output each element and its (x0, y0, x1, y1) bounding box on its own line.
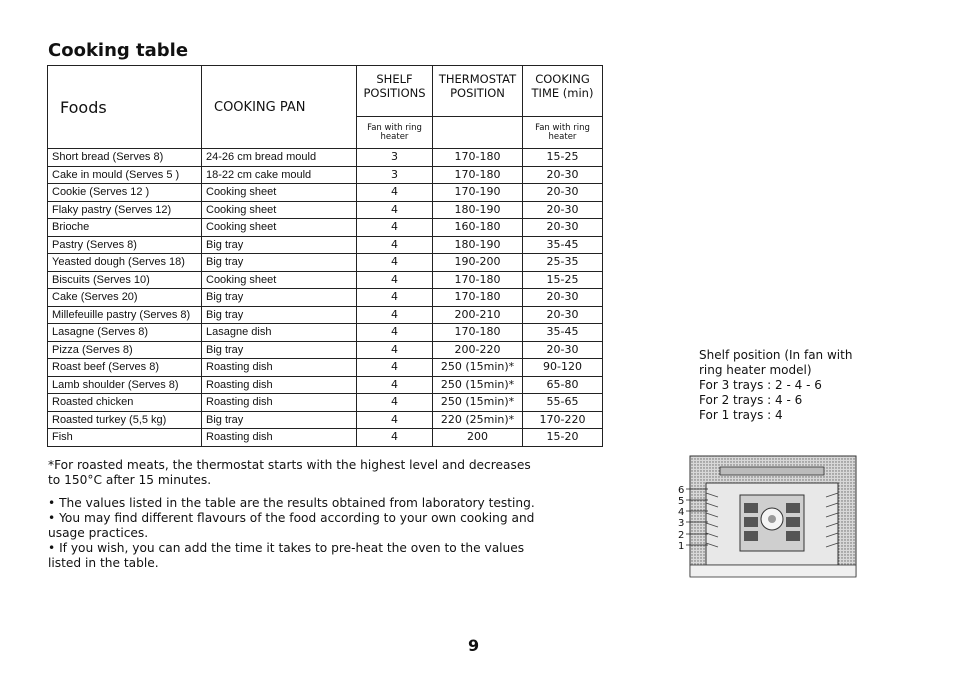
pan-cell: Big tray (202, 254, 357, 272)
table-row (48, 289, 603, 307)
shelf-cell: 4 (357, 236, 433, 254)
table-row (48, 411, 603, 429)
time-subheader: Fan with ring heater (523, 117, 603, 149)
shelf-cell: 4 (357, 394, 433, 412)
shelf-info-line: Shelf position (In fan with (699, 348, 853, 362)
thermostat-cell: 170-180 (433, 149, 523, 167)
pan-cell: Roasting dish (202, 376, 357, 394)
food-cell: Biscuits (Serves 10) (48, 271, 202, 289)
thermostat-subheader-empty (433, 117, 523, 149)
table-row (48, 359, 603, 377)
page-title: Cooking table (48, 40, 189, 61)
pan-cell: Big tray (202, 341, 357, 359)
table-row (48, 184, 603, 202)
shelf-cell: 4 (357, 306, 433, 324)
food-cell: Roasted chicken (48, 394, 202, 412)
shelf-label: 5 (678, 496, 685, 507)
thermostat-cell: 190-200 (433, 254, 523, 272)
heater-block (744, 503, 758, 513)
foods-header: Foods (48, 66, 202, 149)
thermostat-cell: 250 (15min)* (433, 394, 523, 412)
footnote: *For roasted meats, the thermostat starts with the highest level and decreases to 150°C after 15 minutes. (48, 458, 531, 487)
food-cell: Pizza (Serves 8) (48, 341, 202, 359)
cooking-time-header: COOKING TIME (min) (523, 66, 603, 117)
thermostat-cell: 170-180 (433, 324, 523, 342)
shelf-positions-header: SHELF POSITIONS (357, 66, 433, 117)
table-row (48, 236, 603, 254)
table-row (48, 271, 603, 289)
shelf-cell: 3 (357, 166, 433, 184)
table-row (48, 376, 603, 394)
thermostat-cell: 170-190 (433, 184, 523, 202)
shelf-cell: 4 (357, 201, 433, 219)
time-cell: 20-30 (523, 184, 603, 202)
shelf-label: 6 (678, 485, 685, 496)
food-cell: Cake in mould (Serves 5 ) (48, 166, 202, 184)
pan-cell: Big tray (202, 289, 357, 307)
note-bullet-3: • If you wish, you can add the time it takes to pre-heat the oven to the values listed in the table. (48, 541, 525, 570)
heater-block (744, 517, 758, 527)
pan-cell: Roasting dish (202, 394, 357, 412)
thermostat-cell: 170-180 (433, 166, 523, 184)
pan-cell: Big tray (202, 411, 357, 429)
header-row (48, 66, 603, 117)
food-cell: Lamb shoulder (Serves 8) (48, 376, 202, 394)
table-row (48, 166, 603, 184)
heater-block (786, 531, 800, 541)
food-cell: Short bread (Serves 8) (48, 149, 202, 167)
time-cell: 65-80 (523, 376, 603, 394)
thermostat-cell: 200 (433, 429, 523, 447)
thermostat-cell: 250 (15min)* (433, 359, 523, 377)
shelf-info-line: For 1 trays : 4 (699, 408, 783, 422)
shelf-label: 1 (678, 541, 685, 552)
note-bullet-1: • The values listed in the table are the results obtained from laboratory testing. (48, 496, 535, 510)
shelf-info-line: For 3 trays : 2 - 4 - 6 (699, 378, 822, 392)
pan-cell: Cooking sheet (202, 219, 357, 237)
shelf-info-line: ring heater model) (699, 363, 812, 377)
thermostat-cell: 180-190 (433, 236, 523, 254)
top-heater (720, 467, 824, 475)
time-cell: 20-30 (523, 219, 603, 237)
time-cell: 20-30 (523, 341, 603, 359)
time-cell: 15-25 (523, 149, 603, 167)
table-row (48, 254, 603, 272)
pan-cell: Roasting dish (202, 429, 357, 447)
shelf-label: 3 (678, 518, 685, 529)
time-cell: 20-30 (523, 201, 603, 219)
shelf-cell: 4 (357, 376, 433, 394)
note-bullet-2: • You may find different flavours of the food according to your own cooking and usage practices. (48, 511, 535, 540)
food-cell: Yeasted dough (Serves 18) (48, 254, 202, 272)
shelf-cell: 4 (357, 324, 433, 342)
time-cell: 15-20 (523, 429, 603, 447)
pan-cell: Roasting dish (202, 359, 357, 377)
thermostat-cell: 220 (25min)* (433, 411, 523, 429)
food-cell: Brioche (48, 219, 202, 237)
shelf-cell: 4 (357, 289, 433, 307)
thermostat-cell: 250 (15min)* (433, 376, 523, 394)
shelf-cell: 4 (357, 271, 433, 289)
food-cell: Fish (48, 429, 202, 447)
table-row (48, 306, 603, 324)
time-cell: 20-30 (523, 289, 603, 307)
pan-cell: Big tray (202, 306, 357, 324)
table-row (48, 219, 603, 237)
time-cell: 55-65 (523, 394, 603, 412)
food-cell: Lasagne (Serves 8) (48, 324, 202, 342)
time-cell: 170-220 (523, 411, 603, 429)
pan-cell: Lasagne dish (202, 324, 357, 342)
shelf-cell: 4 (357, 184, 433, 202)
shelf-cell: 4 (357, 341, 433, 359)
fan-hub (768, 515, 776, 523)
page-number: 9 (468, 636, 480, 655)
oven-shelf-diagram (676, 455, 860, 579)
food-cell: Millefeuille pastry (Serves 8) (48, 306, 202, 324)
shelf-cell: 4 (357, 359, 433, 377)
food-cell: Cake (Serves 20) (48, 289, 202, 307)
thermostat-cell: 200-210 (433, 306, 523, 324)
food-cell: Roast beef (Serves 8) (48, 359, 202, 377)
heater-block (744, 531, 758, 541)
pan-cell: Cooking sheet (202, 271, 357, 289)
food-cell: Pastry (Serves 8) (48, 236, 202, 254)
pan-cell: Cooking sheet (202, 184, 357, 202)
shelf-cell: 4 (357, 219, 433, 237)
time-cell: 15-25 (523, 271, 603, 289)
table-row (48, 149, 603, 167)
thermostat-cell: 170-180 (433, 289, 523, 307)
notes (48, 458, 538, 571)
thermostat-position-header: THERMOSTAT POSITION (433, 66, 523, 117)
table-row (48, 201, 603, 219)
shelf-cell: 3 (357, 149, 433, 167)
table-row (48, 324, 603, 342)
shelf-labels (678, 485, 684, 552)
pan-cell: 24-26 cm bread mould (202, 149, 357, 167)
shelf-label: 2 (678, 530, 685, 541)
pan-cell: Cooking sheet (202, 201, 357, 219)
thermostat-cell: 180-190 (433, 201, 523, 219)
food-cell: Roasted turkey (5,5 kg) (48, 411, 202, 429)
food-cell: Flaky pastry (Serves 12) (48, 201, 202, 219)
cooking-pan-header: COOKING PAN (202, 66, 357, 149)
table-row (48, 429, 603, 447)
heater-block (786, 517, 800, 527)
table-row (48, 394, 603, 412)
time-cell: 35-45 (523, 236, 603, 254)
thermostat-cell: 200-220 (433, 341, 523, 359)
cooking-table (47, 65, 603, 447)
pan-cell: Big tray (202, 236, 357, 254)
time-cell: 20-30 (523, 306, 603, 324)
shelf-subheader: Fan with ring heater (357, 117, 433, 149)
pan-cell: 18-22 cm cake mould (202, 166, 357, 184)
table-row (48, 341, 603, 359)
shelf-info-line: For 2 trays : 4 - 6 (699, 393, 803, 407)
time-cell: 20-30 (523, 166, 603, 184)
thermostat-cell: 170-180 (433, 271, 523, 289)
time-cell: 25-35 (523, 254, 603, 272)
shelf-cell: 4 (357, 429, 433, 447)
shelf-label: 4 (678, 507, 685, 518)
time-cell: 90-120 (523, 359, 603, 377)
time-cell: 35-45 (523, 324, 603, 342)
food-cell: Cookie (Serves 12 ) (48, 184, 202, 202)
oven-floor (690, 565, 856, 577)
thermostat-cell: 160-180 (433, 219, 523, 237)
heater-block (786, 503, 800, 513)
shelf-cell: 4 (357, 254, 433, 272)
shelf-cell: 4 (357, 411, 433, 429)
shelf-position-info (699, 348, 852, 423)
